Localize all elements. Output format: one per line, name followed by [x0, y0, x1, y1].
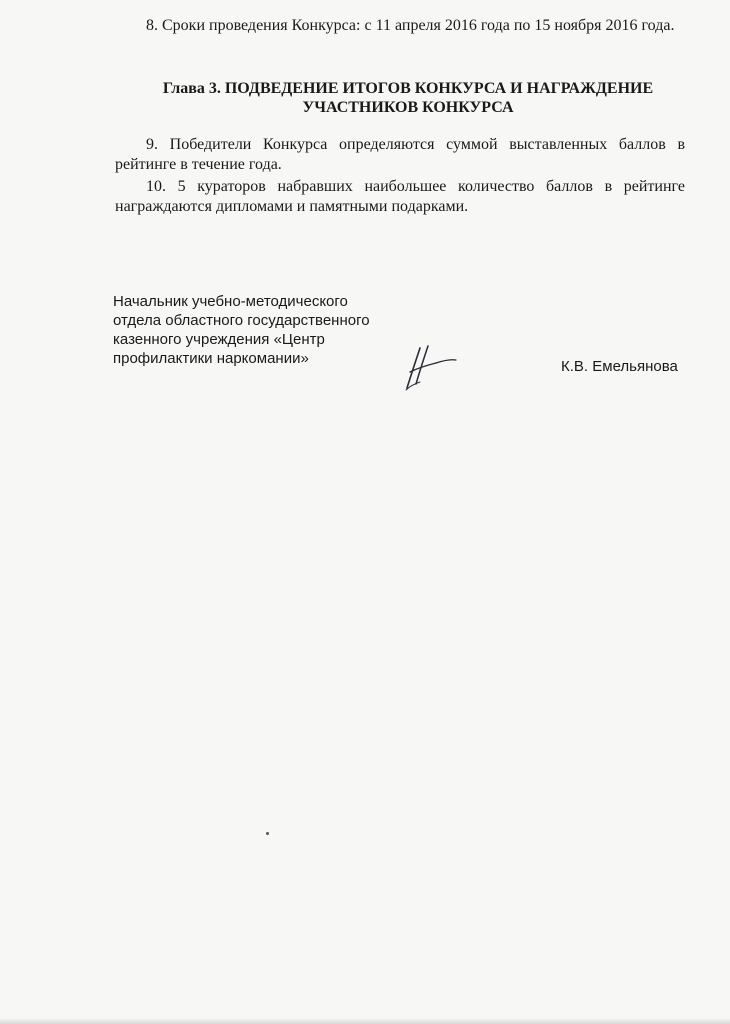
chapter-3-title: Глава 3. ПОДВЕДЕНИЕ ИТОГОВ КОНКУРСА И НАГРАЖДЕНИЕ УЧАСТНИКОВ КОНКУРСА [162, 80, 654, 116]
signer-position-line: казенного учреждения «Центр [113, 331, 325, 348]
scan-edge-shadow [0, 1018, 730, 1024]
signer-position [113, 292, 403, 368]
signer-name: К.В. Емельянова [561, 358, 678, 375]
scan-speck [266, 832, 269, 835]
signer-position-line: профилактики наркомании» [113, 350, 309, 367]
clause-8: 8. Сроки проведения Конкурса: с 11 апреля 2016 года по 15 ноября 2016 года. [146, 17, 675, 34]
clause-10: 10. 5 кураторов набравших наибольшее количество баллов в рейтинге награждаются дипломами и памятными подарками. [115, 178, 685, 215]
clause-9: 9. Победители Конкурса определяются суммой выставленных баллов в рейтинге в течение года. [115, 136, 685, 173]
handwritten-signature-icon [398, 340, 478, 396]
signer-position-line: Начальник учебно-методического [113, 293, 348, 310]
signer-position-line: отдела областного государственного [113, 312, 370, 329]
